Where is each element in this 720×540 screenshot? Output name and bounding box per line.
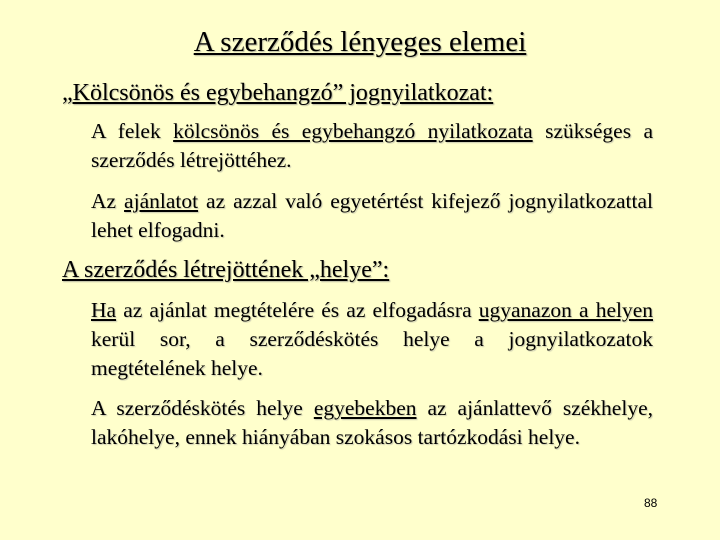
paragraph-text: szükséges a szerződés létrejöttéhez. (91, 119, 653, 172)
page-number: 88 (644, 496, 658, 510)
paragraph-text: kerül sor, a szerződéskötés helye a jognyilatkozatok megtételének helye. (91, 327, 653, 380)
paragraph-otherwise (91, 394, 653, 452)
emphasis-text: ajánlatot (124, 189, 199, 213)
emphasis-text: kölcsönös és egybehangzó nyilatkozata (173, 119, 533, 143)
paragraph-mutual-declaration (91, 117, 653, 175)
emphasis-text: Ha (91, 298, 117, 322)
section-heading-mutual-declaration: „Kölcsönös és egybehangzó” jognyilatkozat: (62, 80, 494, 106)
slide-title: A szerződés lényeges elemei (193, 26, 527, 58)
paragraph-offer-acceptance (91, 187, 653, 245)
paragraph-text: az azzal való egyetértést kifejező jognyilatkozattal lehet elfogadni. (91, 189, 653, 242)
paragraph-same-place (91, 296, 653, 383)
emphasis-text: ugyanazon a helyen (478, 298, 653, 322)
paragraph-text: az ajánlattevő székhelye, lakóhelye, ennek hiányában szokásos tartózkodási helye. (91, 396, 653, 449)
emphasis-text: egyebekben (313, 396, 417, 420)
paragraph-text: az ajánlat megtételére és az elfogadásra (116, 298, 479, 322)
paragraph-text: A szerződéskötés helye (91, 396, 314, 420)
paragraph-text: A felek (91, 119, 174, 143)
section-heading-place: A szerződés létrejöttének „helye”: (62, 257, 390, 283)
paragraph-text: Az (91, 189, 125, 213)
